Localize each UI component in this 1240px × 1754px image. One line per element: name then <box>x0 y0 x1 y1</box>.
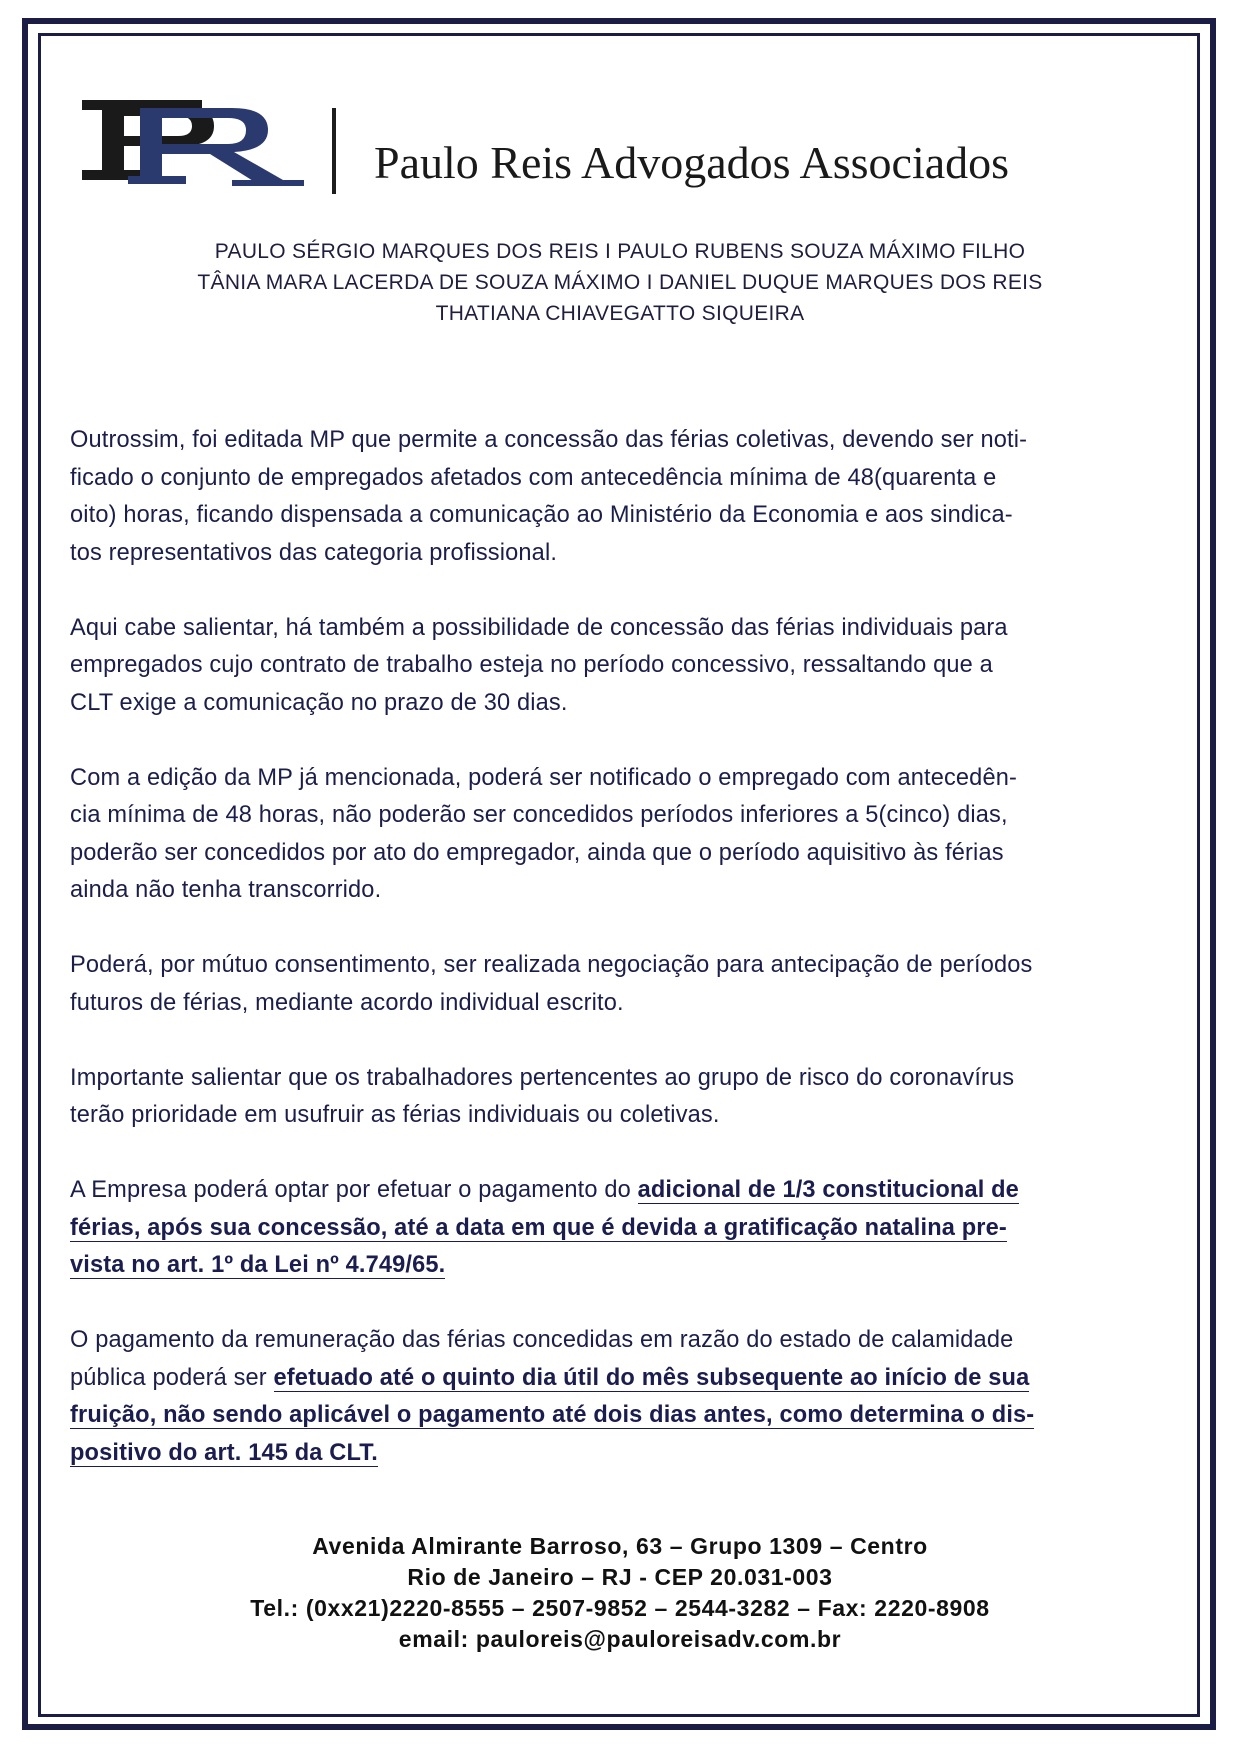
highlighted-text: férias, após sua concessão, até a data em que é devida a gratificação natalina pre- <box>70 1214 1007 1241</box>
text-line <box>70 1360 1170 1398</box>
paragraph-negociacao <box>70 947 1170 1022</box>
paragraph-adicional-terco <box>70 1172 1170 1285</box>
highlighted-text: fruição, não sendo aplicável o pagamento até dois dias antes, como determina o dis- <box>70 1402 1035 1428</box>
partners-line: THATIANA CHIAVEGATTO SIQUEIRA <box>435 302 805 325</box>
text-line: ainda não tenha transcorrido. <box>70 877 382 903</box>
highlighted-text: vista no art. 1º da Lei nº 4.749/65. <box>70 1252 446 1278</box>
text-line: oito) horas, ficando dispensada a comunicação ao Ministério da Economia e aos sindica- <box>70 502 1013 528</box>
text-line: tos representativos das categoria profissional. <box>70 539 558 566</box>
partners-list <box>100 236 1140 329</box>
text-line: Importante salientar que os trabalhadores pertencentes ao grupo de risco do coronavírus <box>70 1064 1015 1091</box>
text-line <box>70 1397 1170 1435</box>
text-line <box>70 1172 1170 1210</box>
paragraph-ferias-coletivas <box>70 422 1170 572</box>
text-line: empregados cujo contrato de trabalho esteja no período concessivo, ressaltando que a <box>70 652 993 678</box>
highlighted-text: adicional de 1/3 constitucional de <box>637 1177 1019 1203</box>
text-line: Aqui cabe salientar, há também a possibilidade de concessão das férias individuais para <box>70 614 1008 641</box>
text-line: cia mínima de 48 horas, não poderão ser concedidos períodos inferiores a 5(cinco) dias, <box>70 802 1008 828</box>
text-line: Poderá, por mútuo consentimento, ser realizada negociação para antecipação de períodos <box>70 952 1033 978</box>
footer-phones: Tel.: (0xx21)2220-8555 – 2507-9852 – 2544-3282 – Fax: 2220-8908 <box>250 1595 990 1621</box>
highlighted-text: positivo do art. 145 da CLT. <box>70 1439 378 1466</box>
paragraph-pagamento-remuneracao <box>70 1322 1170 1472</box>
paragraph-ferias-individuais <box>70 610 1170 723</box>
paragraph-grupo-risco <box>70 1060 1170 1135</box>
partners-line: PAULO SÉRGIO MARQUES DOS REIS I PAULO RUBENS SOUZA MÁXIMO FILHO <box>214 240 1026 263</box>
footer-email: email: pauloreis@pauloreisadv.com.br <box>398 1626 842 1652</box>
text-line: O pagamento da remuneração das férias concedidas em razão do estado de calamidade <box>70 1327 1014 1353</box>
firm-name: Paulo Reis Advogados Associados <box>374 137 1010 188</box>
text-line <box>70 1247 1170 1285</box>
logo-divider <box>332 108 336 194</box>
text-line <box>70 1435 1170 1473</box>
paragraph-notificacao <box>70 760 1170 910</box>
text-line <box>70 1210 1170 1248</box>
text-segment: pública poderá ser <box>70 1364 274 1391</box>
highlighted-text: efetuado até o quinto dia útil do mês subsequente ao início de sua <box>273 1364 1030 1391</box>
firm-logo <box>82 100 306 190</box>
text-line: poderão ser concedidos por ato do empregador, ainda que o período aquisitivo às férias <box>70 839 1004 866</box>
text-line: CLT exige a comunicação no prazo de 30 dias. <box>70 689 568 716</box>
footer-city: Rio de Janeiro – RJ - CEP 20.031-003 <box>407 1564 833 1590</box>
text-segment: A Empresa poderá optar por efetuar o pagamento do <box>70 1177 638 1203</box>
document-body <box>70 422 1170 1510</box>
text-line: terão prioridade em usufruir as férias individuais ou coletivas. <box>70 1102 720 1128</box>
text-line: ficado o conjunto de empregados afetados com antecedência mínima de 48(quarenta e <box>70 464 997 491</box>
text-line: Com a edição da MP já mencionada, poderá ser notificado o empregado com antecedên- <box>70 764 1018 791</box>
text-line: Outrossim, foi editada MP que permite a concessão das férias coletivas, devendo ser noti- <box>70 427 1028 453</box>
text-line: futuros de férias, mediante acordo individual escrito. <box>70 989 624 1016</box>
footer-address: Avenida Almirante Barroso, 63 – Grupo 1309 – Centro <box>312 1533 928 1559</box>
partners-line: TÂNIA MARA LACERDA DE SOUZA MÁXIMO I DANIEL DUQUE MARQUES DOS REIS <box>197 271 1043 294</box>
contact-footer <box>100 1531 1140 1655</box>
